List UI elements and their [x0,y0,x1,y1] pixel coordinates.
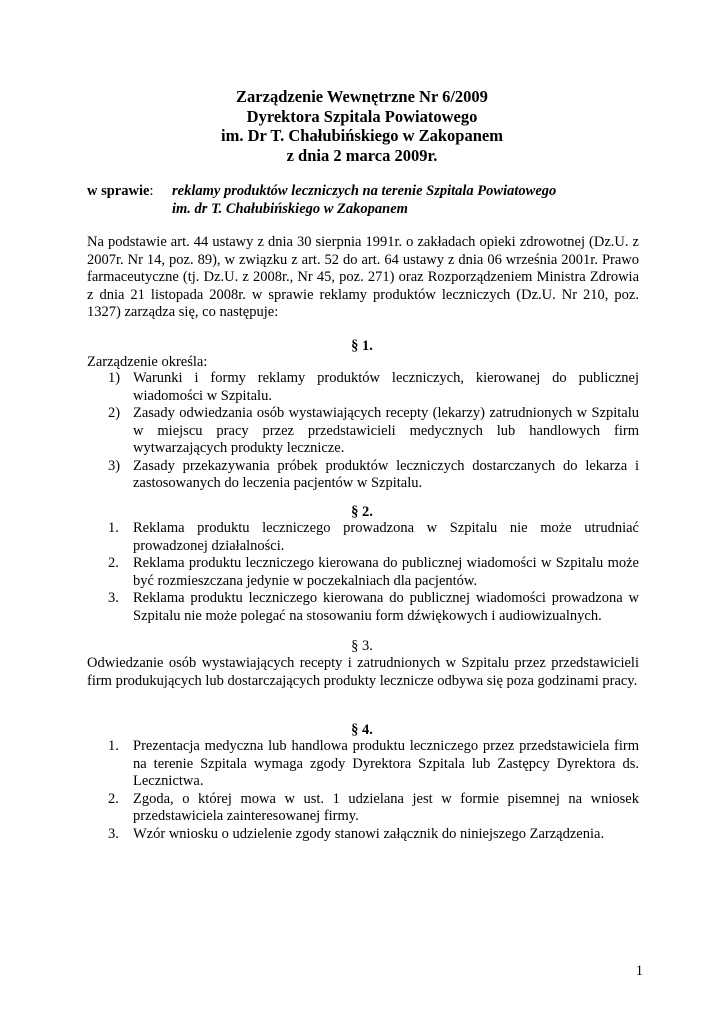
item-text: Reklama produktu leczniczego kierowana do publicznej wiadomości prowadzona w Szpitalu nie może polegać na stosowaniu form dźwiękowych i audiowizualnych. [133,590,639,624]
page-number: 1 [635,963,643,979]
list-item [108,520,639,555]
section-4-list [108,738,639,843]
item-number: 1. [108,738,119,754]
item-number: 3. [108,825,119,842]
document-title [0,87,724,165]
item-number: 3. [108,590,119,606]
title-line: Zarządzenie Wewnętrzne Nr 6/2009 [236,87,488,106]
list-item [108,555,639,590]
item-text: Warunki i formy reklamy produktów leczniczych, kierowanej do publicznej wiadomości w Szpitalu. [133,370,639,404]
list-item [108,738,639,791]
item-text: Zasady przekazywania próbek produktów leczniczych dostarczanych do lekarza i zastosowanych do leczenia pacjentów w Szpitalu. [133,457,639,491]
list-item [108,405,639,458]
title-line: im. Dr T. Chałubińskiego w Zakopanem [221,126,503,145]
item-text: Zasady odwiedzania osób wystawiających recepty (lekarzy) zatrudnionych w Szpitalu w miejscu pracy przez przedstawicieli medycznych lub handlowych firm wytwarzających produkty lecznicze. [133,405,639,456]
list-item [108,590,639,625]
item-text: Prezentacja medyczna lub handlowa produktu leczniczego przez przedstawiciela firm na terenie Szpitala wymaga zgody Dyrektora Szpitala lub Zastępcy Dyrektora ds. Lecznictwa. [133,738,639,789]
list-item [108,458,639,493]
subject-line: im. dr T. Chałubińskiego w Zakopanem [172,200,408,217]
item-number: 2. [108,790,119,807]
title-line: z dnia 2 marca 2009r. [286,145,438,165]
item-text: Zgoda, o której mowa w ust. 1 udzielana jest w formie pisemnej na wniosek przedstawiciela zainteresowanej firmy. [133,790,639,824]
list-item [108,370,639,405]
item-number: 2. [108,555,119,571]
subject-label-text: w sprawie [87,183,150,199]
item-number: 3) [108,457,121,474]
section-1-lead: Zarządzenie określa: [87,354,208,370]
section-1-list [108,370,639,493]
item-text: Wzór wniosku o udzielenie zgody stanowi załącznik do niniejszego Zarządzenia. [133,825,605,842]
section-3-title: § 3. [351,638,373,654]
section-3-text: Odwiedzanie osób wystawiających recepty i zatrudnionych w Szpitalu przez przedstawicieli firm produkujących lub dostarczających produkty lecznicze odbywa się poza godzinami pracy. [87,655,639,689]
legal-basis-paragraph: Na podstawie art. 44 ustawy z dnia 30 sierpnia 1991r. o zakładach opieki zdrowotnej (Dz.U. z 2007r. Nr 14, poz. 89), w związku z art. 52 do art. 64 ustawy z dnia 06 września 2001r. Prawo farmaceutyczne (tj. Dz.U. z 2008r., Nr 45, poz. 271) oraz Rozporządzeniem Ministra Zdrowia z dnia 21 listopada 2008r. w sprawie reklamy produktów leczniczych (Dz.U. Nr 210, poz. 1327) zarządza się, co następuje: [87,234,639,320]
subject-colon: : [149,183,154,199]
subject-label [87,183,153,201]
item-number: 2) [108,405,121,421]
list-item [108,826,639,844]
section-2-list [108,520,639,625]
section-2-title: § 2. [351,504,373,520]
item-number: 1) [108,370,121,386]
item-number: 1. [108,520,119,536]
subject-text [172,183,652,218]
list-item [108,791,639,826]
title-line: Dyrektora Szpitala Powiatowego [246,106,478,126]
item-text: Reklama produktu leczniczego prowadzona w Szpitalu nie może utrudniać prowadzonej działalności. [133,520,639,554]
subject-line: reklamy produktów leczniczych na terenie Szpitala Powiatowego [172,183,557,199]
section-4-title: § 4. [351,722,373,738]
item-text: Reklama produktu leczniczego kierowana do publicznej wiadomości w Szpitalu może być rozmieszczana jedynie w poczekalniach dla pacjentów. [133,555,639,589]
section-1-title: § 1. [351,338,373,354]
